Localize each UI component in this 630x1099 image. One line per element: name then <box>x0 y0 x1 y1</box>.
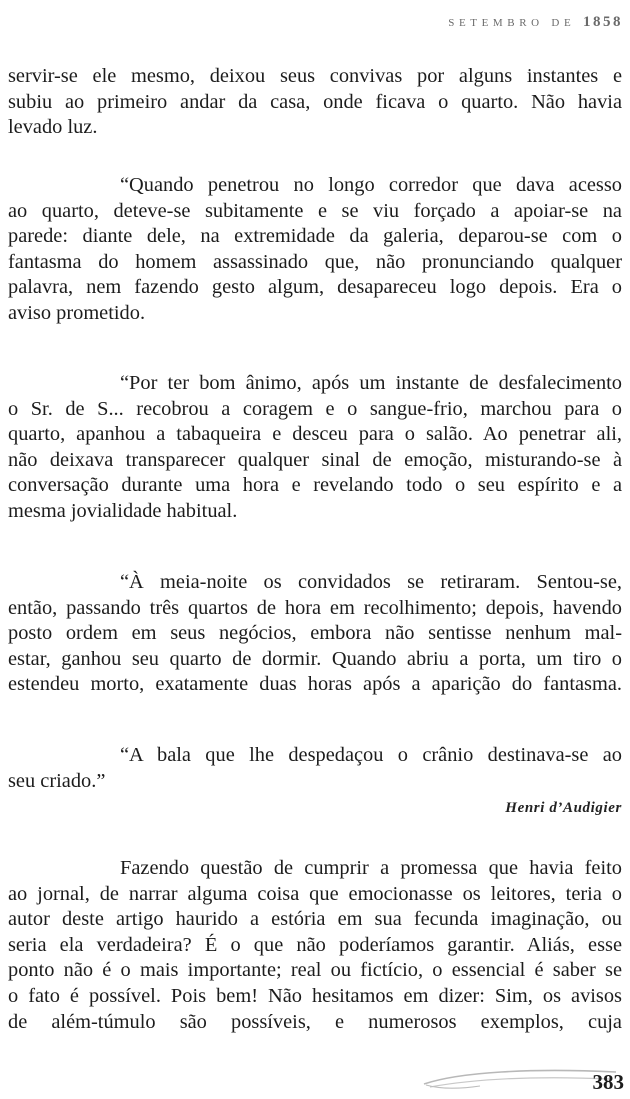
text-line: “A bala que lhe despedaçou o crânio destinava-se ao <box>120 744 622 766</box>
text-line: “Quando penetrou no longo corredor que dava acesso <box>120 174 622 196</box>
text-line: estar, ganhou seu quarto de dormir. Quando abriu a porta, um tiro o <box>8 647 622 670</box>
text-line: servir-se ele mesmo, deixou seus convivas por alguns instantes e <box>8 65 622 87</box>
running-head <box>448 14 623 31</box>
paragraph-2 <box>8 173 622 327</box>
text-line: subiu ao primeiro andar da casa, onde ficava o quarto. Não havia <box>8 90 622 113</box>
text-line: o fato é possível. Pois bem! Não hesitamos em dizer: Sim, os avisos <box>8 984 622 1007</box>
paragraph-1 <box>8 64 622 141</box>
text-line: conversação durante uma hora e revelando todo o seu espírito e a <box>8 474 622 497</box>
text-line: ao quarto, deteve-se subitamente e se viu forçado a apoiar-se na <box>8 199 622 222</box>
text-line: autor deste artigo haurido a estória em sua fecunda imaginação, ou <box>8 908 622 931</box>
text-line: posto ordem em seus negócios, embora não sentisse nenhum mal- <box>8 622 622 645</box>
running-head-year: 1858 <box>583 14 623 30</box>
paragraph-6 <box>8 856 622 1035</box>
text-line: então, passando três quartos de hora em recolhimento; depois, havendo <box>8 596 622 619</box>
text-line: seria ela verdadeira? É o que não poderíamos garantir. Aliás, esse <box>8 933 622 956</box>
paragraph-5 <box>8 743 622 794</box>
text-line: seu criado.” <box>8 769 106 792</box>
text-line: Fazendo questão de cumprir a promessa que havia feito <box>120 857 622 879</box>
text-line: não deixava transparecer qualquer sinal de emoção, misturando-se à <box>8 448 622 471</box>
running-head-de: DE <box>551 17 576 29</box>
text-line: mesma jovialidade habitual. <box>8 499 238 522</box>
text-line: ao jornal, de narrar alguma coisa que emocionasse os leitores, teria o <box>8 882 622 905</box>
text-line: aviso prometido. <box>8 301 146 324</box>
text-line: estendeu morto, exatamente duas horas após a aparição do fantasma. <box>8 673 622 696</box>
text-line: parede: diante dele, na extremidade da galeria, deparou-se com o <box>8 225 622 248</box>
text-line: o Sr. de S... recobrou a coragem e o sangue-frio, marchou para o <box>8 397 622 420</box>
text-line: fantasma do homem assassinado que, não pronunciando qualquer <box>8 250 622 273</box>
text-line: “Por ter bom ânimo, após um instante de desfalecimento <box>120 372 622 394</box>
text-line: levado luz. <box>8 116 98 139</box>
author-signature: Henri d’Audigier <box>505 800 622 816</box>
text-line: de além-túmulo são possíveis, e numerosos exemplos, cuja <box>8 1010 622 1033</box>
page-number: 383 <box>592 1070 624 1094</box>
text-line: palavra, nem fazendo gesto algum, desapareceu logo depois. Era o <box>8 276 622 299</box>
running-head-month: SETEMBRO <box>448 17 544 29</box>
text-line: quarto, apanhou a tabaqueira e desceu para o salão. Ao penetrar ali, <box>8 423 622 446</box>
paragraph-4 <box>8 570 622 698</box>
decorative-swoosh-icon <box>420 1062 620 1092</box>
text-line: ponto não é o mais importante; real ou fictício, o essencial é saber se <box>8 959 622 982</box>
paragraph-3 <box>8 371 622 525</box>
text-line: “À meia-noite os convidados se retiraram. Sentou-se, <box>120 571 622 593</box>
